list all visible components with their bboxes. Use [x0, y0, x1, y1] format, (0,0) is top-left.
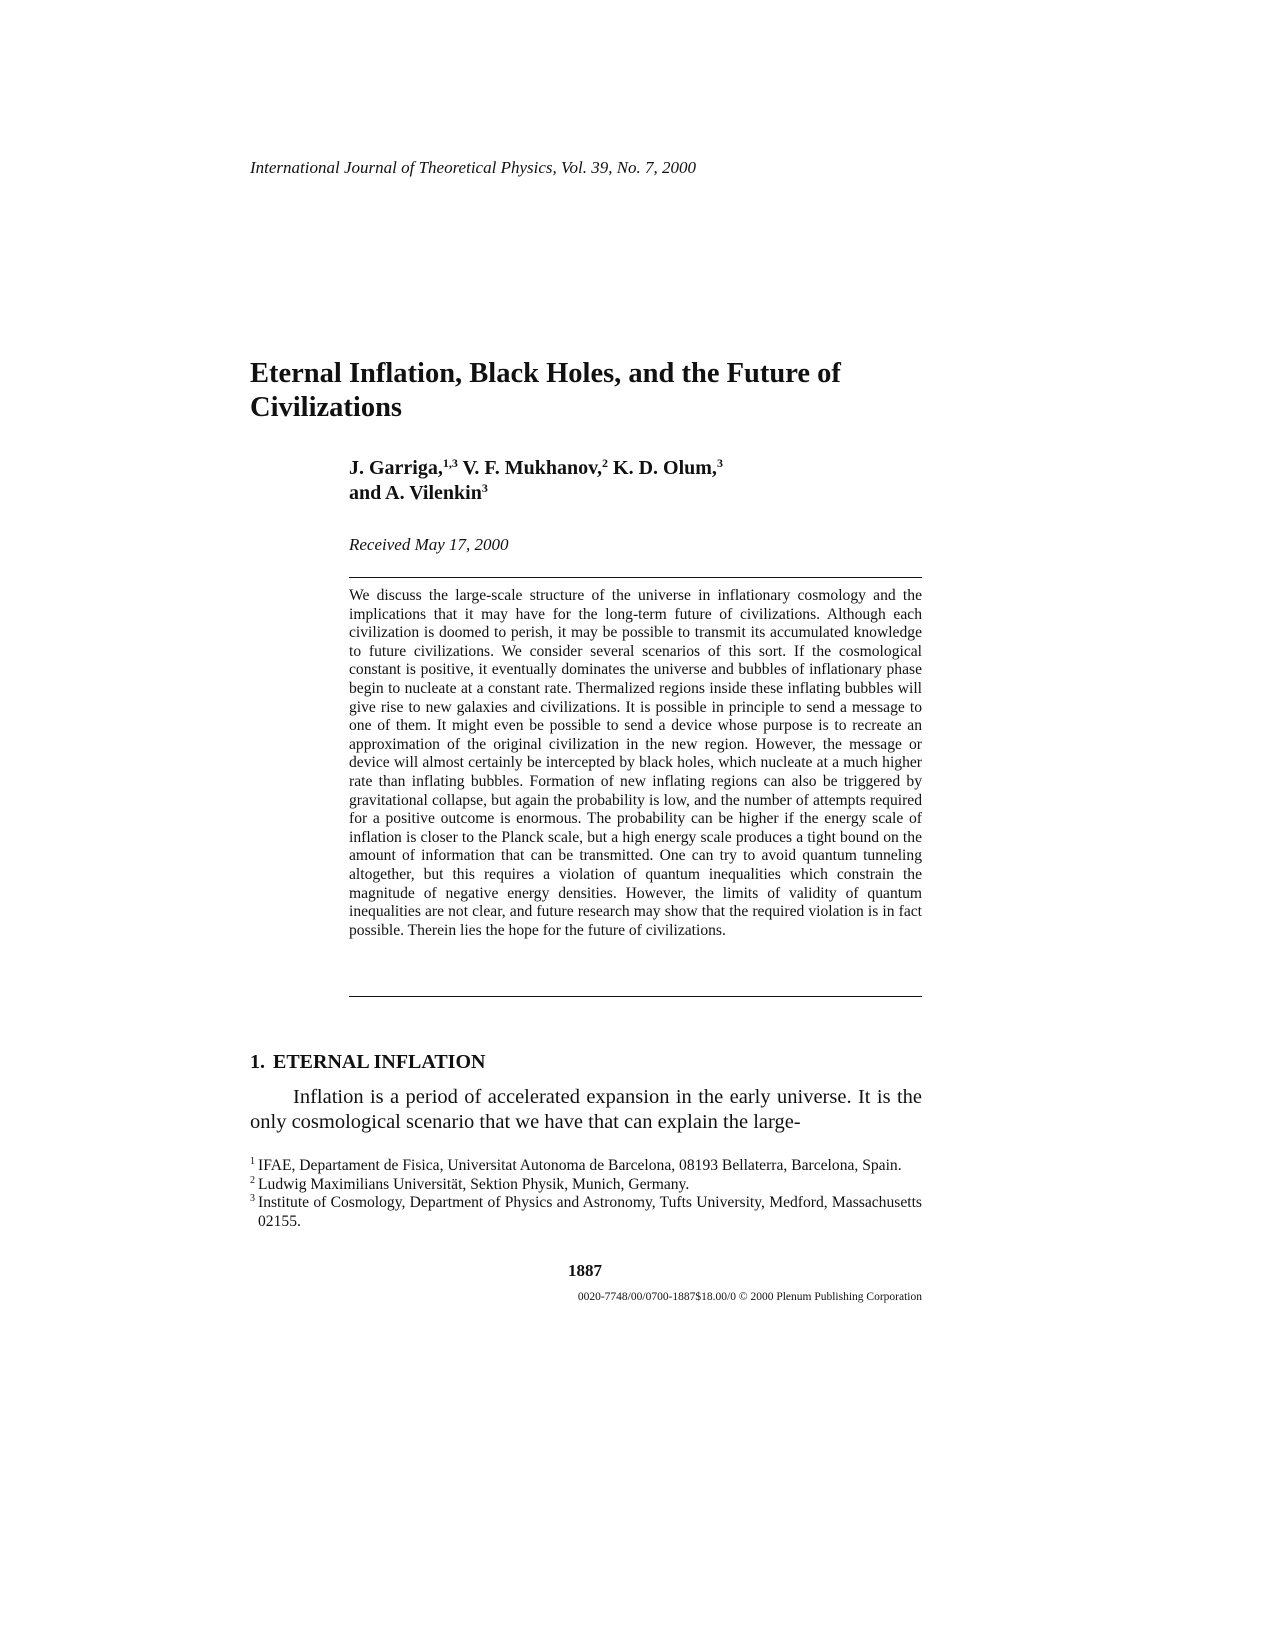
- footnote-item: 2 Ludwig Maximilians Universität, Sektion Physik, Munich, Germany.: [250, 1174, 690, 1193]
- footnote-item: 1 IFAE, Departament de Fisica, Universitat Autonoma de Barcelona, 08193 Bellaterra, Barcelona, Spain.: [250, 1156, 902, 1174]
- author-name: K. D. Olum,: [608, 457, 717, 479]
- author-list: [349, 456, 949, 506]
- section-number: 1.: [250, 1051, 265, 1073]
- copyright-line: 0020-7748/00/0700-1887$18.00/0 © 2000 Plenum Publishing Corporation: [577, 1291, 922, 1303]
- abstract-top-rule: [349, 577, 922, 578]
- footnote-text: Ludwig Maximilians Universität, Sektion Physik, Munich, Germany.: [258, 1175, 690, 1193]
- footnote-item: 3 Institute of Cosmology, Department of Physics and Astronomy, Tufts University, Medford, Massachusetts 02155.: [250, 1193, 922, 1230]
- author-name: V. F. Mukhanov,: [457, 457, 603, 479]
- received-date: Received May 17, 2000: [349, 535, 509, 554]
- abstract-bottom-rule: [349, 996, 922, 997]
- author-name: and A. Vilenkin: [349, 482, 482, 504]
- footnote-text: Institute of Cosmology, Department of Physics and Astronomy, Tufts University, Medford, Massachusetts 02155.: [258, 1194, 922, 1230]
- footnote-text: IFAE, Departament de Fisica, Universitat Autonoma de Barcelona, 08193 Bellaterra, Barcelona, Spain.: [258, 1157, 902, 1174]
- section-title: ETERNAL INFLATION: [273, 1051, 486, 1073]
- page-number: 1887: [568, 1261, 602, 1280]
- author-affiliation-mark: 2: [602, 456, 609, 470]
- author-name: J. Garriga,: [349, 457, 443, 479]
- author-affiliation-mark: 3: [716, 456, 723, 470]
- abstract: We discuss the large-scale structure of the universe in inflationary cosmology and the implications that it may have for the long-term future of civilizations. Although each civilization is doomed to perish, it may be possible to transmit its accumulated knowledge to future civilizations. We consider several scenarios of this sort. If the cosmological constant is positive, it eventually dominates the universe and bubbles of inflationary phase begin to nucleate at a constant rate. Thermalized regions inside these inflating bubbles will give rise to new galaxies and civilizations. It is possible in principle to send a message to one of them. It might even be possible to send a device whose purpose is to recreate an approximation of the original civilization in the new region. However, the message or device will almost certainly be intercepted by black holes, which nucleate at a much higher rate than inflating bubbles. Formation of new inflating regions can also be triggered by gravitational collapse, but again the probability is low, and the number of attempts required for a positive outcome is enormous. The probability can be higher if the energy scale of inflation is closer to the Planck scale, but a high energy scale produces a tight bound on the amount of information that can be transmitted. One can try to avoid quantum tunneling altogether, but this requires a violation of quantum inequalities which constrain the magnitude of negative energy densities. However, the limits of validity of quantum inequalities are not clear, and future research may show that the required violation is in fact possible. Therein lies the hope for the future of civilizations.: [349, 587, 922, 939]
- author-affiliation-mark: 3: [481, 481, 488, 495]
- footnotes: [250, 1157, 922, 1231]
- author-affiliation-mark: 1,3: [442, 456, 458, 470]
- journal-header: International Journal of Theoretical Physics, Vol. 39, No. 7, 2000: [250, 158, 697, 177]
- body-paragraph: Inflation is a period of accelerated expansion in the early universe. It is the only cosmological scenario that we have that can explain the large-: [250, 1086, 922, 1133]
- article-title: Eternal Inflation, Black Holes, and the Future of Civilizations: [250, 358, 841, 423]
- section-heading: [250, 1051, 485, 1074]
